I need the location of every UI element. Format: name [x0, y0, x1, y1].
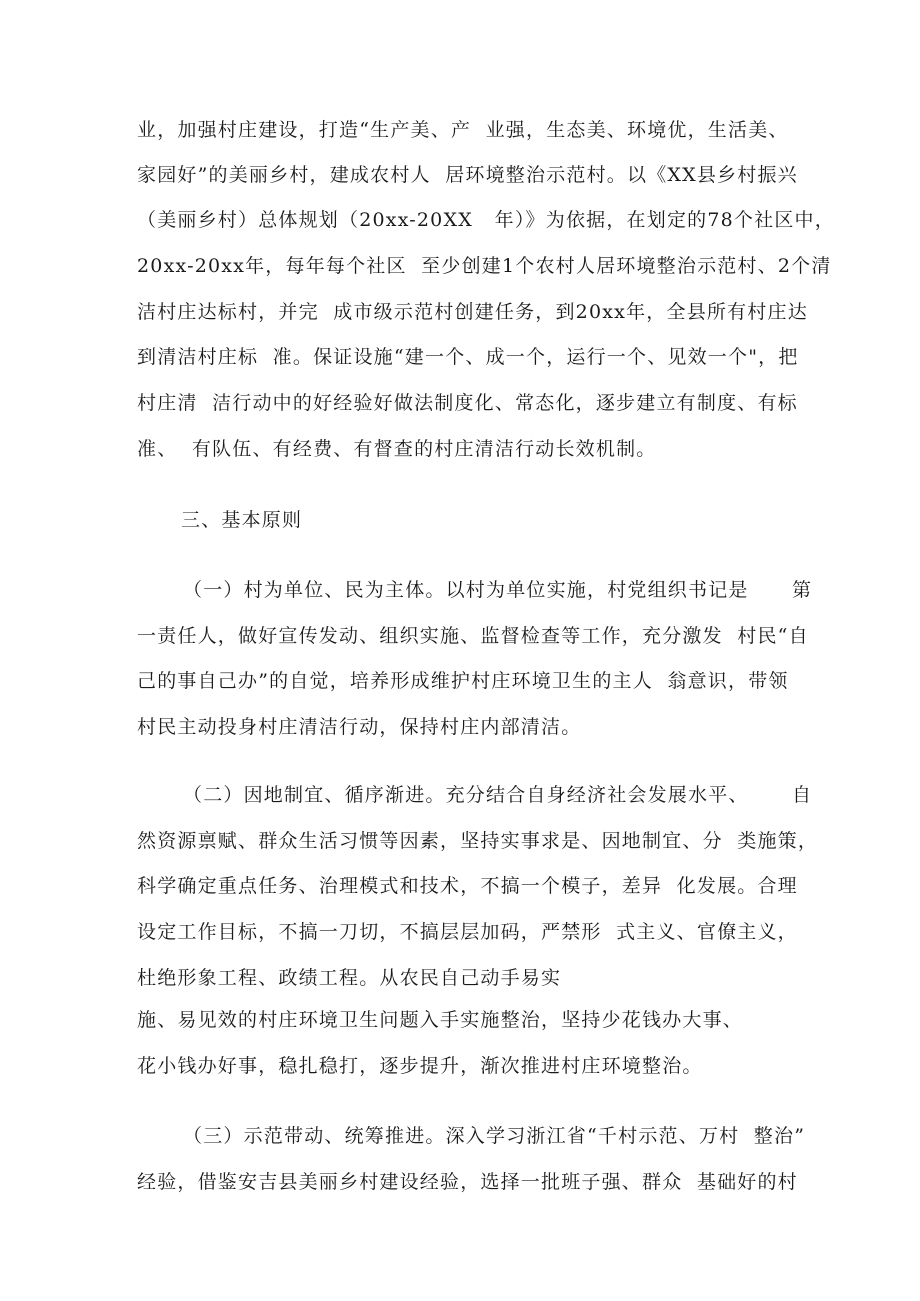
text-line-10: （一）村为单位、民为主体。以村为单位实施，村党组织书记是 第	[183, 579, 813, 601]
text-line-5: 洁村庄达标村，并完 成市级示范村创建任务，到20xx年，全县所有村庄达	[137, 301, 808, 323]
section-heading: 三、基本原则	[181, 509, 303, 531]
text-line-2: 家园好”的美丽乡村，建成农村人 居环境整治示范村。以《XX县乡村振兴	[137, 164, 798, 186]
text-line-15: 然资源禀赋、群众生活习惯等因素，坚持实事求是、因地制宜、分 类施策，	[137, 830, 819, 852]
text-line-19: 施、易见效的村庄环境卫生问题入手实施整治，坚持少花钱办大事、	[137, 1009, 744, 1031]
text-line-1: 业，加强村庄建设，打造“生产美、产 业强，生态美、环境优，生活美、	[137, 119, 789, 141]
text-line-8: 准、 有队伍、有经费、有督查的村庄清洁行动长效机制。	[137, 438, 657, 460]
text-line-22: 经验，借鉴安吉县美丽乡村建设经验，选择一批班子强、群众 基础好的村	[137, 1171, 798, 1193]
text-line-4: 20xx-20xx年，每年每个社区 至少创建1个农村人居环境整治示范村、2个清	[137, 255, 832, 277]
text-line-20: 花小钱办好事，稳扎稳打，逐步提升，渐次推进村庄环境整治。	[137, 1055, 703, 1077]
text-line-16: 科学确定重点任务、治理模式和技术，不搞一个模子，差异 化发展。合理	[137, 875, 798, 897]
text-line-17: 设定工作目标，不搞一刀切，不搞层层加码，严禁形 式主义、官僚主义，	[137, 921, 798, 943]
text-line-12: 己的事自己办”的自觉，培养形成维护村庄环境卫生的主人 翁意识，带领	[137, 670, 789, 692]
text-line-14: （二）因地制宜、循序渐进。充分结合自身经济社会发展水平、 自	[183, 784, 813, 806]
text-line-3: （美丽乡村）总体规划（20xx-20XX 年）》为依据，在划定的78个社区中，	[137, 209, 835, 231]
text-line-13: 村民主动投身村庄清洁行动，保持村庄内部清洁。	[137, 716, 582, 738]
text-line-6: 到清洁村庄标 准。保证设施“建一个、成一个，运行一个、见效一个"，把	[137, 346, 799, 368]
text-line-7: 村庄清 洁行动中的好经验好做法制度化、常态化，逐步建立有制度、有标	[137, 392, 798, 414]
text-line-18: 杜绝形象工程、政绩工程。从农民自己动手易实	[137, 967, 562, 989]
text-line-11: 一责任人，做好宣传发动、组织实施、监督检查等工作，充分激发 村民“自	[137, 625, 809, 647]
text-line-21: （三）示范带动、统筹推进。深入学习浙江省“千村示范、万村 整治”	[183, 1125, 806, 1147]
